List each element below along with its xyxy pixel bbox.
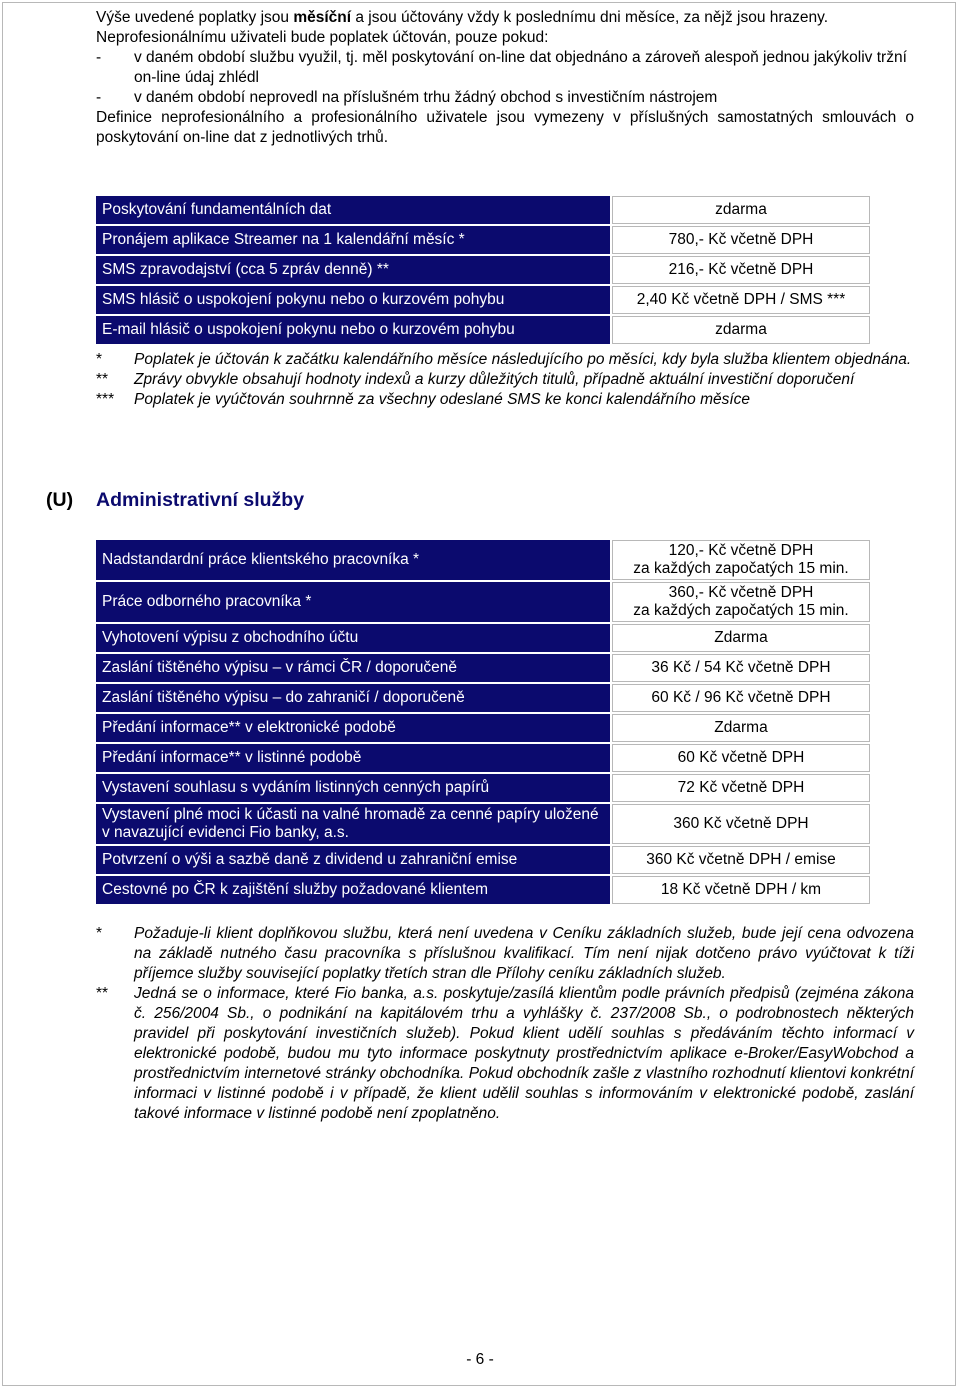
- service-price: 360 Kč včetně DPH / emise: [612, 846, 870, 874]
- service-label: SMS hlásič o uspokojení pokynu nebo o kurzovém pohybu: [96, 286, 610, 314]
- service-label: Nadstandardní práce klientského pracovníka *: [96, 540, 610, 580]
- bullet-dash: -: [96, 89, 102, 106]
- intro-bullet-1: [96, 48, 914, 88]
- service-label: Vyhotovení výpisu z obchodního účtu: [96, 624, 610, 652]
- table-row: [96, 316, 870, 344]
- footnote-mark: *: [96, 925, 103, 942]
- intro-bullet-2: [96, 88, 914, 108]
- table-row: [96, 774, 870, 802]
- service-label: E-mail hlásič o uspokojení pokynu nebo o kurzovém pohybu: [96, 316, 610, 344]
- footnote-text: Poplatek je účtován k začátku kalendářního měsíce následujícího po měsíci, kdy byla služba klientem objednána.: [134, 351, 912, 368]
- service-price: 18 Kč včetně DPH / km: [612, 876, 870, 904]
- page-number: - 6 -: [466, 1351, 494, 1368]
- footnote: [96, 370, 914, 390]
- service-label: Předání informace** v listinné podobě: [96, 744, 610, 772]
- service-label: Zaslání tištěného výpisu – v rámci ČR / doporučeně: [96, 654, 610, 682]
- service-label: Předání informace** v elektronické podobě: [96, 714, 610, 742]
- service-price: Zdarma: [612, 714, 870, 742]
- service-price: 60 Kč včetně DPH: [612, 744, 870, 772]
- service-price: Zdarma: [612, 624, 870, 652]
- table-row: [96, 196, 870, 224]
- footnote: [96, 390, 914, 410]
- service-price: zdarma: [612, 196, 870, 224]
- footnote-text: Poplatek je vyúčtován souhrnně za všechny odeslané SMS ke konci kalendářního měsíce: [134, 391, 751, 408]
- intro-paragraph-2: Neprofesionálnímu uživateli bude poplatek účtován, pouze pokud:: [96, 29, 549, 46]
- service-label: Poskytování fundamentálních dat: [96, 196, 610, 224]
- service-price: 60 Kč / 96 Kč včetně DPH: [612, 684, 870, 712]
- table-row: [96, 256, 870, 284]
- service-label: Potvrzení o výši a sazbě daně z dividend u zahraniční emise: [96, 846, 610, 874]
- bullet-text: v daném období službu využil, tj. měl poskytování on-line dat objednáno a zároveň alespoň jednou jakýkoliv tržní on-line údaj zhlédl: [134, 49, 907, 86]
- footnote-mark: ***: [96, 391, 115, 408]
- footnote-mark: *: [96, 351, 103, 368]
- service-label: Vystavení souhlasu s vydáním listinných cenných papírů: [96, 774, 610, 802]
- service-label: SMS zpravodajství (cca 5 zpráv denně) **: [96, 256, 610, 284]
- table-row: [96, 226, 870, 254]
- table-row: [96, 744, 870, 772]
- service-price: zdarma: [612, 316, 870, 344]
- service-label: Pronájem aplikace Streamer na 1 kalendářní měsíc *: [96, 226, 610, 254]
- service-price: 360 Kč včetně DPH: [612, 804, 870, 844]
- price-amount: 120,- Kč včetně DPH: [668, 542, 814, 559]
- intro-p1-start: Výše uvedené poplatky jsou: [96, 9, 294, 26]
- section-title: Administrativní služby: [96, 489, 305, 511]
- service-price: 2,40 Kč včetně DPH / SMS ***: [612, 286, 870, 314]
- bullet-dash: -: [96, 49, 102, 66]
- intro-paragraph-3: Definice neprofesionálního a profesionálního uživatele jsou vymezeny v příslušných samostatných smlouvách o poskytování on-line dat z jednotlivých trhů.: [96, 109, 914, 146]
- service-price: [612, 540, 870, 580]
- service-label: Cestovné po ČR k zajištění služby požadované klientem: [96, 876, 610, 904]
- footnote: [96, 350, 914, 370]
- section-heading: [46, 490, 304, 510]
- footnote-text: Požaduje-li klient doplňkovou službu, která není uvedena v Ceníku základních služeb, bude její cena odvozena na základě nutného času pracovníka s příslušnou kvalifikací. Tím není nijak dotčeno právo vyúčtovat k tíži příjemce služby související poplatky třetích stran dle Přílohy ceníku základních služeb.: [134, 925, 914, 982]
- table-row: [96, 286, 870, 314]
- table-row: [96, 714, 870, 742]
- service-price: [612, 582, 870, 622]
- intro-p1-bold: měsíční: [293, 9, 352, 26]
- online-data-fee-table: [94, 194, 872, 346]
- administrative-fee-table: [94, 538, 872, 906]
- intro-paragraph-1: [96, 8, 914, 28]
- price-amount: 360,- Kč včetně DPH: [668, 584, 814, 601]
- price-unit: za každých započatých 15 min.: [633, 560, 849, 577]
- service-label: Zaslání tištěného výpisu – do zahraničí / doporučeně: [96, 684, 610, 712]
- service-label: Práce odborného pracovníka *: [96, 582, 610, 622]
- service-price: 72 Kč včetně DPH: [612, 774, 870, 802]
- service-label: Vystavení plné moci k účasti na valné hromadě za cenné papíry uložené v navazující evidenci Fio banky, a.s.: [96, 804, 610, 844]
- service-price: 780,- Kč včetně DPH: [612, 226, 870, 254]
- table-row: [96, 804, 870, 844]
- section-code: (U): [46, 489, 74, 511]
- bullet-text: v daném období neprovedl na příslušném trhu žádný obchod s investičním nástrojem: [134, 89, 718, 106]
- table-row: [96, 624, 870, 652]
- price-unit: za každých započatých 15 min.: [633, 602, 849, 619]
- table-row: [96, 876, 870, 904]
- footnote-mark: **: [96, 985, 109, 1002]
- table-row: [96, 540, 870, 580]
- service-price: 216,- Kč včetně DPH: [612, 256, 870, 284]
- table-row: [96, 582, 870, 622]
- footnote: [96, 984, 914, 1124]
- footnotes-administrative: [96, 924, 914, 1124]
- footnote-mark: **: [96, 371, 109, 388]
- footnote: [96, 924, 914, 984]
- service-price: 36 Kč / 54 Kč včetně DPH: [612, 654, 870, 682]
- table-row: [96, 846, 870, 874]
- footnote-text: Zprávy obvykle obsahují hodnoty indexů a kurzy důležitých titulů, případně aktuální investiční doporučení: [134, 371, 855, 388]
- table-row: [96, 654, 870, 682]
- footnote-text: Jedná se o informace, které Fio banka, a.s. poskytuje/zasílá klientům podle právních předpisů (zejména zákona č. 256/2004 Sb., o podnikání na kapitálovém trhu a vyhlášky č. 237/2008 Sb., o podrobnostech některých pravidel při poskytování investičních služeb). Pokud klient udělí souhlas s předáváním těchto informací v elektronické podobě, budou mu tyto informace poskytnuty prostřednictvím aplikace e-Broker/EasyWobchod a prostřednictvím internetové stránky obchodníka. Pokud obchodník zašle z vlastního rozhodnutí klientovi konkrétní informaci v listinné podobě i v případě, že klient udělil souhlas s informováním v elektronické podobě, zaslání takové informace v listinné podobě není zpoplatněno.: [134, 985, 914, 1122]
- table-row: [96, 684, 870, 712]
- intro-text: [96, 8, 914, 148]
- intro-p1-end: a jsou účtovány vždy k poslednímu dni měsíce, za nějž jsou hrazeny.: [351, 9, 829, 26]
- footnotes-online-data: [96, 350, 914, 410]
